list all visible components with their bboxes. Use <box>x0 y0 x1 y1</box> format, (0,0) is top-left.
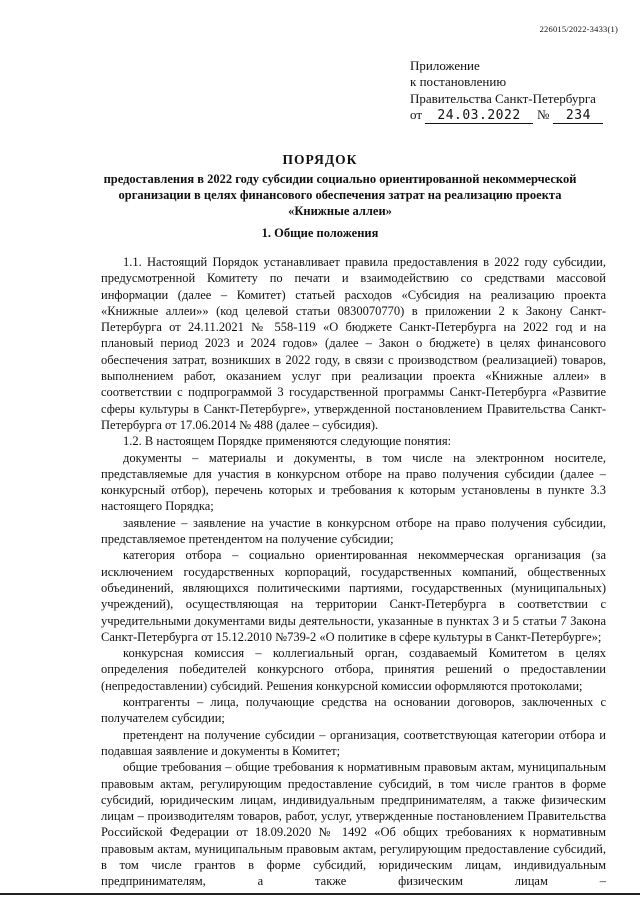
paragraph-1-2: 1.2. В настоящем Порядке применяются следующие понятия: <box>123 434 452 449</box>
document-id: 226015/2022-3433(1) <box>539 24 618 34</box>
document-subtitle: предоставления в 2022 году субсидии социально ориентированной некоммерческой организации в целях финансового обеспечения затрат на реализацию проекта «Книжные аллеи» <box>103 172 577 218</box>
paragraph-1-1: 1.1. Настоящий Порядок устанавливает правила предоставления в 2022 году субсидии, предусмотренной Комитету по печати и взаимодействию со средствами массовой информации (далее – Комитет) статьей расходов «Субсидия на реализацию проекта «Книжные аллеи»» (код целевой статьи 0830070770) в приложении 2 к Закону Санкт-Петербурга от 24.11.2021 № 558-119 «О бюджете Санкт-Петербурга на 2022 год и на плановый период 2023 и 2024 годов» (далее – Закон о бюджете) в целях финансового обеспечения затрат, возникших в 2022 году, в связи с производством (реализацией) товаров, выполнением работ, оказанием услуг при реализации проекта «Книжные аллеи» в соответствии с подпрограммой 3 государственной программы Санкт-Петербурга «Развитие сферы культуры в Санкт-Петербурге», утвержденной постановлением Правительства Санкт-Петербурга от 17.06.2014 № 488 (далее – субсидия). <box>101 255 606 432</box>
scan-bottom-edge <box>0 893 640 895</box>
document-body <box>101 254 606 890</box>
definition-general-requirements: общие требования – общие требования к нормативным правовым актам, муниципальным правовым актам, регулирующим предоставление субсидий, в том числе грантов в форме субсидий, юридическим лицам, индивидуальным предпринимателям, а также физическим лицам – производителям товаров, работ, услуг, утвержденные постановлением Правительства Российской Федерации от 18.09.2020 № 1492 «Об общих требованиях к нормативным правовым актам, муниципальным правовым актам, регулирующим предоставление субсидий, в том числе грантов в форме субсидий, юридическим лицам, индивидуальным предпринимателям, а также физическим лицам – <box>101 760 606 889</box>
resolution-date: 24.03.2022 <box>425 109 533 124</box>
page-title: ПОРЯДОК <box>282 152 358 167</box>
definition-documents: документы – материалы и документы, в том числе на электронном носителе, представляемые для участия в конкурсном отборе на право получения субсидии (далее – конкурсный отбор), перечень которых и требования к которым установлены в пункте 3.3 настоящего Порядка; <box>101 450 606 514</box>
annex-line-3: Правительства Санкт-Петербурга <box>410 90 596 106</box>
definition-selection-category: категория отбора – социально ориентированная некоммерческая организация (за исключением государственных корпораций, государственных компаний, общественных объединений, являющихся политическими партиями, государственных (муниципальных) учреждений), осуществляющая на территории Санкт-Петербурга в соответствии с учредительными документами виды деятельности, указанные в пунктах 3 и 5 статьи 7 Закона Санкт-Петербурга от 15.12.2010 №739-2 «О политике в сфере культуры в Санкт-Петербурге»; <box>101 548 606 644</box>
resolution-number: 234 <box>553 109 603 124</box>
definition-applicant: претендент на получение субсидии – организация, соответствующая категории отбора и подавшая заявление и документы в Комитет; <box>101 727 606 758</box>
annex-date-line <box>410 107 603 124</box>
definition-application: заявление – заявление на участие в конкурсном отборе на право получения субсидии, представляемое претендентом на получение субсидии; <box>101 515 606 547</box>
annex-line-1: Приложение <box>410 58 480 73</box>
from-label: от <box>410 106 423 122</box>
number-label: № <box>537 106 550 122</box>
section-heading: 1. Общие положения <box>261 226 379 240</box>
definition-commission: конкурсная комиссия – коллегиальный орган, создаваемый Комитетом в целях определения победителей конкурсного отбора, принятия решений о предоставлении (непредоставлении) субсидий. Решения конкурсной комиссии оформляются протоколами; <box>101 646 606 693</box>
definition-contractors: контрагенты – лица, получающие средства на основании договоров, заключенных с получателем субсидии; <box>101 695 606 726</box>
annex-line-2: к постановлению <box>410 74 507 90</box>
annex-block <box>410 58 603 124</box>
